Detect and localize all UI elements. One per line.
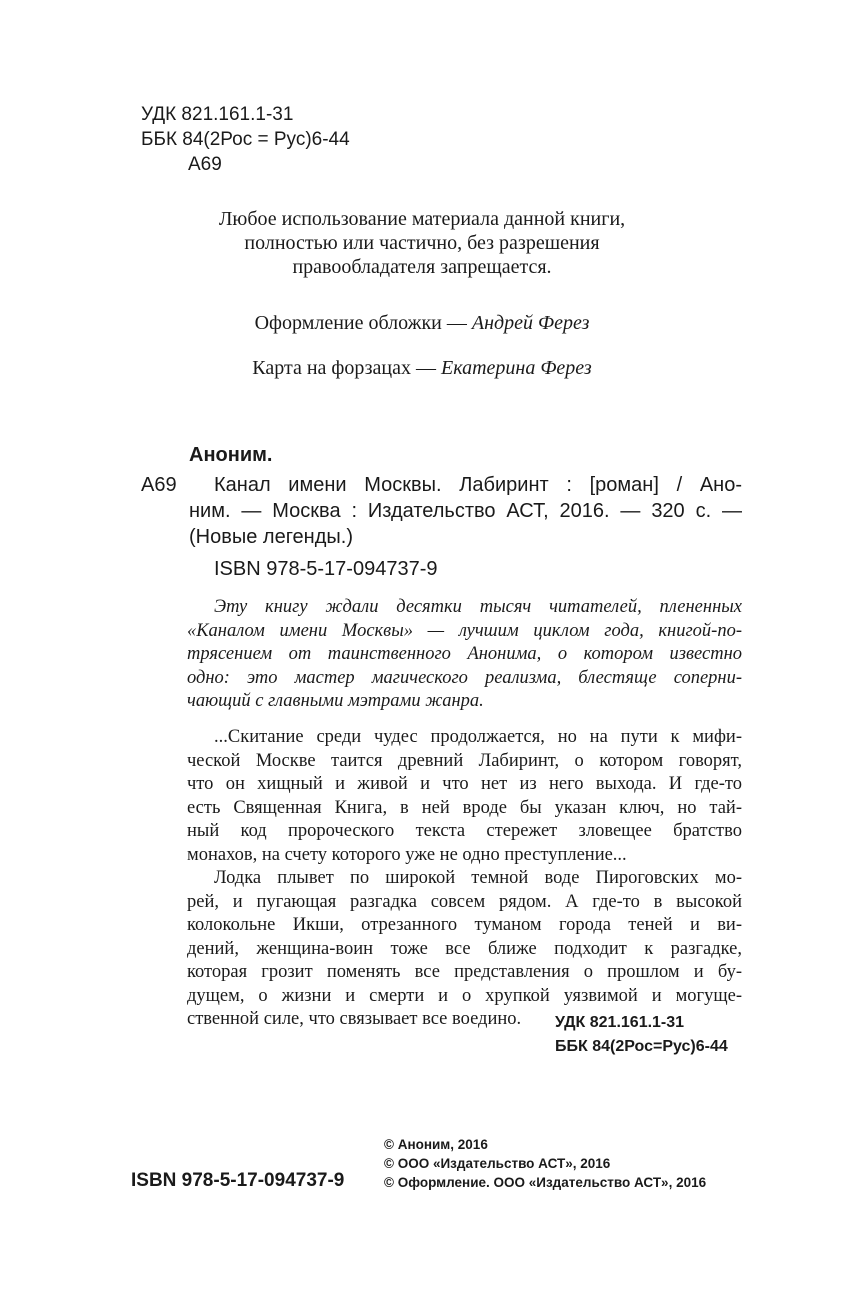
udk-header: УДК 821.161.1-31 <box>141 104 294 125</box>
description-line: дущем, о жизни и смерти и о хрупкой уязвимой и могуще- <box>187 985 742 1006</box>
annotation-line: трясением от таинственного Анонима, о котором известно <box>187 644 742 664</box>
copyright-notice-line: правообладателя запрещается. <box>292 256 552 278</box>
footer-copyrights <box>384 1135 706 1192</box>
record-author: Аноним. <box>189 444 273 466</box>
annotation-line: «Каналом имени Москвы» — лучшим циклом года, книгой-по- <box>187 620 742 641</box>
description-line: что он хищный и живой и что нет из него выхода. И где-то <box>187 774 742 794</box>
description-line: Лодка плывет по широкой темной воде Пироговских мо- <box>214 868 742 888</box>
record-line: (Новые легенды.) <box>189 526 353 548</box>
description-line: монахов, на счету которого уже не одно преступление... <box>187 844 627 865</box>
map-credit <box>0 357 844 380</box>
cover-credit <box>0 312 844 335</box>
description-line: колокольне Икши, отрезанного туманом города теней и ви- <box>187 915 742 935</box>
copyright-notice <box>0 207 844 279</box>
footer-isbn: ISBN 978-5-17-094737-9 <box>131 1170 345 1191</box>
description <box>187 726 742 1032</box>
copyright-notice-line: Любое использование материала данной книги, <box>218 208 626 230</box>
copyright-line: © Оформление. ООО «Издательство АСТ», 2016 <box>384 1175 707 1190</box>
cover-credit-name: Андрей Ферез <box>471 312 590 334</box>
map-credit-label: Карта на форзацах — <box>252 357 436 379</box>
author-mark-header: А69 <box>188 154 222 175</box>
description-line: ный код пророческого текста стережет зловещее братство <box>187 821 742 841</box>
record-line: ним. — Москва : Издательство АСТ, 2016. — 320 с. — <box>189 500 742 522</box>
description-line: ...Скитание среди чудес продолжается, но на пути к мифи- <box>214 727 742 747</box>
description-line: дений, женщина-воин тоже все ближе подходит к разгадке, <box>187 938 742 959</box>
bbk-header: ББК 84(2Рос = Рус)6-44 <box>141 129 350 150</box>
description-line: рей, и пугающая разгадка совсем рядом. А где-то в высокой <box>187 891 742 912</box>
cover-credit-label: Оформление обложки — <box>254 312 467 334</box>
annotation-line: чающий с главными мэтрами жанра. <box>187 691 484 711</box>
annotation-line: Эту книгу ждали десятки тысяч читателей, плененных <box>214 597 742 617</box>
record-code: А69 <box>141 474 177 496</box>
record-line: Канал имени Москвы. Лабиринт : [роман] / Ано- <box>214 474 742 496</box>
copyright-line: © ООО «Издательство АСТ», 2016 <box>384 1156 611 1171</box>
bbk-footer: ББК 84(2Рос=Рус)6-44 <box>555 1038 728 1055</box>
copyright-line: © Аноним, 2016 <box>384 1137 488 1152</box>
copyright-notice-line: полностью или частично, без разрешения <box>244 232 600 254</box>
description-line: которая грозит поменять все представления о прошлом и бу- <box>187 962 742 982</box>
udk-footer: УДК 821.161.1-31 <box>555 1014 685 1031</box>
map-credit-name: Екатерина Ферез <box>441 357 592 379</box>
annotation <box>187 596 742 714</box>
description-line: ственной силе, что связывает все воедино. <box>187 1009 522 1029</box>
record-description <box>189 472 742 550</box>
annotation-line: одно: это мастер магического реализма, блестяще соперни- <box>187 667 742 688</box>
record-isbn: ISBN 978-5-17-094737-9 <box>214 558 438 580</box>
description-line: есть Священная Книга, в ней вроде бы указан ключ, но тай- <box>187 797 742 818</box>
description-line: ческой Москве таится древний Лабиринт, о котором говорят, <box>187 750 742 771</box>
